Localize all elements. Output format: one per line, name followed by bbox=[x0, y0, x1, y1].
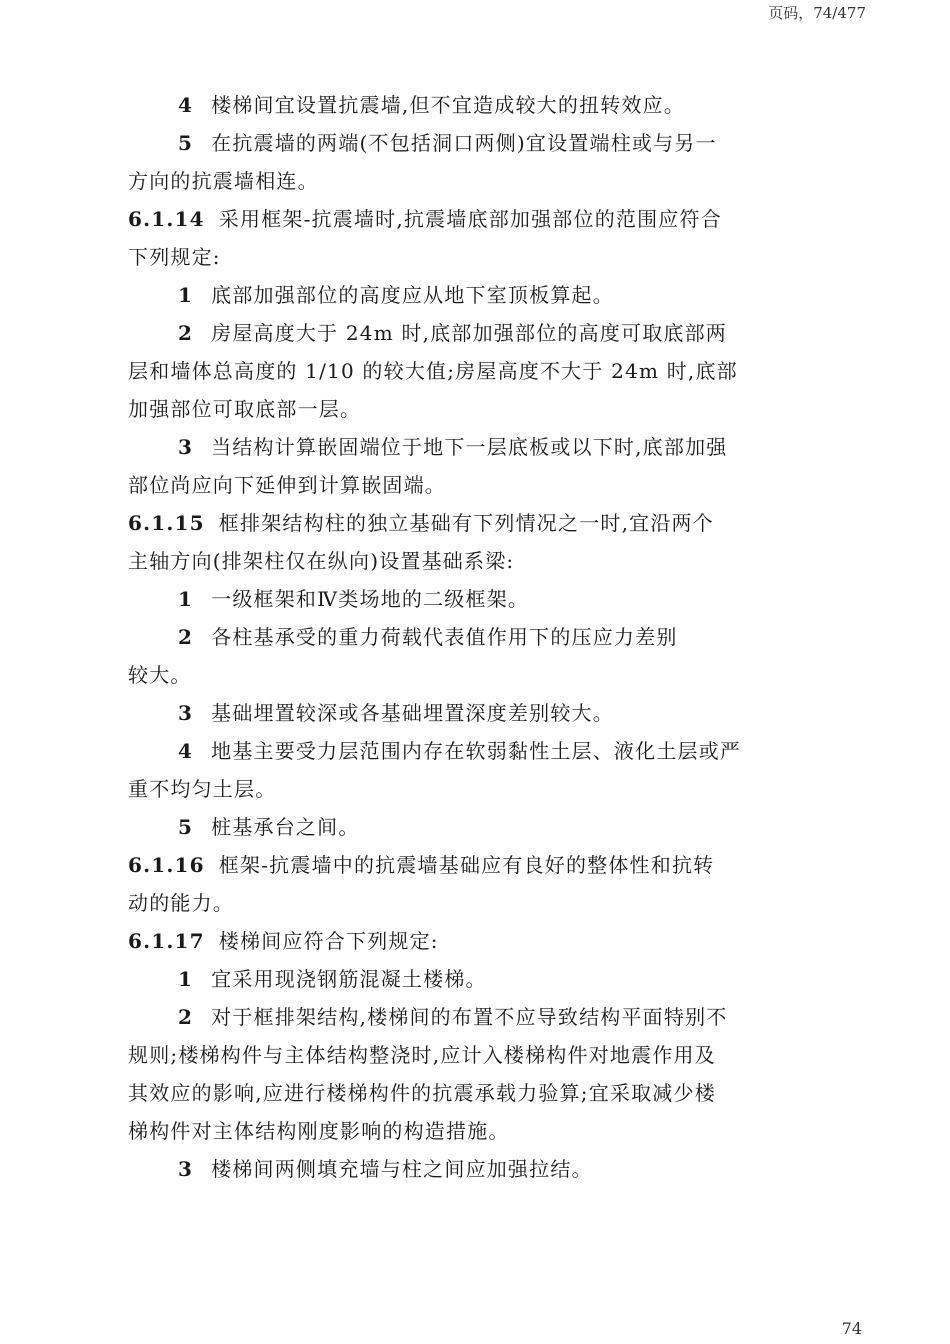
item-line bbox=[128, 732, 828, 770]
continuation-line bbox=[128, 162, 828, 200]
line-text: 较大。 bbox=[128, 663, 192, 687]
section-number: 6.1.16 bbox=[128, 853, 205, 877]
line-text: 层和墙体总高度的 1/10 的较大值;房屋高度不大于 24m 时,底部 bbox=[128, 359, 738, 383]
continuation-line bbox=[128, 466, 828, 504]
line-text: 框排架结构柱的独立基础有下列情况之一时,宜沿两个 bbox=[218, 511, 714, 535]
item-line bbox=[128, 124, 828, 162]
item-number: 4 bbox=[178, 739, 194, 763]
line-text: 采用框架-抗震墙时,抗震墙底部加强部位的范围应符合 bbox=[218, 207, 722, 231]
continuation-line bbox=[128, 656, 828, 694]
section-number: 6.1.17 bbox=[128, 929, 205, 953]
item-line bbox=[128, 580, 828, 618]
line-text: 地基主要受力层范围内存在软弱黏性土层、液化土层或严 bbox=[211, 739, 742, 763]
item-line bbox=[128, 960, 828, 998]
item-line bbox=[128, 428, 828, 466]
line-text: 各柱基承受的重力荷载代表值作用下的压应力差别 bbox=[211, 625, 678, 649]
section-line bbox=[128, 504, 828, 542]
item-number: 1 bbox=[178, 283, 194, 307]
item-number: 1 bbox=[178, 587, 194, 611]
continuation-line bbox=[128, 1112, 828, 1150]
section-number: 6.1.15 bbox=[128, 511, 205, 535]
line-text: 重不均匀土层。 bbox=[128, 777, 277, 801]
line-text: 主轴方向(排架柱仅在纵向)设置基础系梁: bbox=[128, 549, 515, 573]
line-text: 框架-抗震墙中的抗震墙基础应有良好的整体性和抗转 bbox=[218, 853, 715, 877]
line-text: 其效应的影响,应进行楼梯构件的抗震承载力验算;宜采取减少楼 bbox=[128, 1081, 716, 1105]
section-line bbox=[128, 846, 828, 884]
item-line bbox=[128, 1150, 828, 1188]
line-text: 对于框排架结构,楼梯间的布置不应导致结构平面特别不 bbox=[211, 1005, 728, 1029]
item-line bbox=[128, 86, 828, 124]
section-line bbox=[128, 922, 828, 960]
line-text: 房屋高度大于 24m 时,底部加强部位的高度可取底部两 bbox=[211, 321, 728, 345]
line-text: 规则;楼梯构件与主体结构整浇时,应计入楼梯构件对地震作用及 bbox=[128, 1043, 716, 1067]
section-line bbox=[128, 200, 828, 238]
line-text: 当结构计算嵌固端位于地下一层底板或以下时,底部加强 bbox=[211, 435, 728, 459]
line-text: 基础埋置较深或各基础埋置深度差别较大。 bbox=[211, 701, 614, 725]
item-line bbox=[128, 998, 828, 1036]
line-text: 动的能力。 bbox=[128, 891, 234, 915]
line-text: 部位尚应向下延伸到计算嵌固端。 bbox=[128, 473, 446, 497]
continuation-line bbox=[128, 238, 828, 276]
item-number: 1 bbox=[178, 967, 194, 991]
continuation-line bbox=[128, 770, 828, 808]
item-number: 3 bbox=[178, 701, 194, 725]
document-body bbox=[128, 86, 828, 1188]
item-number: 3 bbox=[178, 435, 194, 459]
line-text: 在抗震墙的两端(不包括洞口两侧)宜设置端柱或与另一 bbox=[211, 131, 717, 155]
item-line bbox=[128, 618, 828, 656]
continuation-line bbox=[128, 352, 828, 390]
line-text: 楼梯间宜设置抗震墙,但不宜造成较大的扭转效应。 bbox=[211, 93, 686, 117]
item-line bbox=[128, 314, 828, 352]
line-text: 加强部位可取底部一层。 bbox=[128, 397, 362, 421]
section-number: 6.1.14 bbox=[128, 207, 205, 231]
line-text: 楼梯间两侧填充墙与柱之间应加强拉结。 bbox=[211, 1157, 593, 1181]
item-number: 3 bbox=[178, 1157, 194, 1181]
line-text: 桩基承台之间。 bbox=[211, 815, 360, 839]
item-number: 2 bbox=[178, 321, 194, 345]
line-text: 下列规定: bbox=[128, 245, 221, 269]
continuation-line bbox=[128, 542, 828, 580]
item-number: 4 bbox=[178, 93, 194, 117]
item-number: 2 bbox=[178, 625, 194, 649]
item-line bbox=[128, 694, 828, 732]
continuation-line bbox=[128, 1036, 828, 1074]
continuation-line bbox=[128, 390, 828, 428]
line-text: 宜采用现浇钢筋混凝土楼梯。 bbox=[211, 967, 487, 991]
page-code-header: 页码，74/477 bbox=[768, 4, 866, 22]
line-text: 底部加强部位的高度应从地下室顶板算起。 bbox=[211, 283, 614, 307]
continuation-line bbox=[128, 884, 828, 922]
line-text: 梯构件对主体结构刚度影响的构造措施。 bbox=[128, 1119, 510, 1143]
line-text: 楼梯间应符合下列规定: bbox=[218, 929, 439, 953]
continuation-line bbox=[128, 1074, 828, 1112]
page-number-footer: 74 bbox=[841, 1319, 862, 1338]
line-text: 方向的抗震墙相连。 bbox=[128, 169, 319, 193]
item-number: 5 bbox=[178, 131, 194, 155]
item-number: 2 bbox=[178, 1005, 194, 1029]
item-line bbox=[128, 808, 828, 846]
line-text: 一级框架和Ⅳ类场地的二级框架。 bbox=[211, 587, 530, 611]
item-line bbox=[128, 276, 828, 314]
item-number: 5 bbox=[178, 815, 194, 839]
